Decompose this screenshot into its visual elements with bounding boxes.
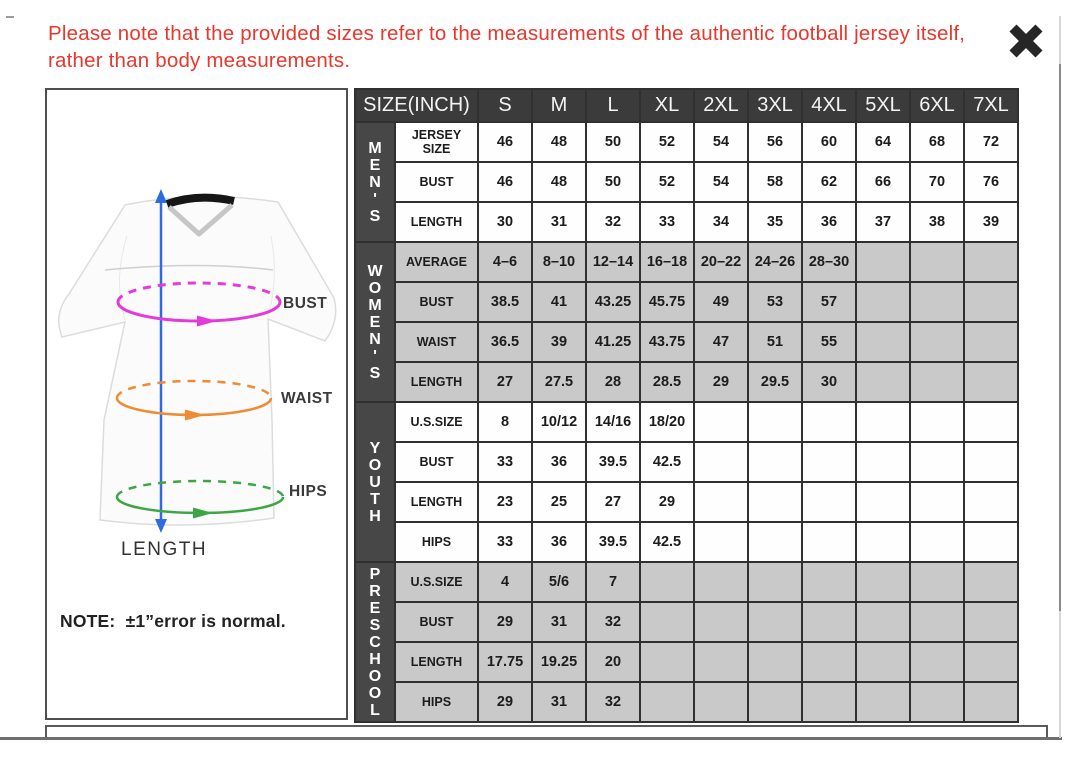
size-value-cell [748,482,802,522]
size-value-cell: 14/16 [586,402,640,442]
size-value-cell [910,282,964,322]
size-value-cell [910,362,964,402]
size-value-cell [694,482,748,522]
size-value-cell [964,282,1018,322]
table-row [355,602,1018,642]
size-value-cell: 46 [478,122,532,162]
size-value-cell: 36 [532,522,586,562]
section-label: P R E S C H O O L [355,562,395,722]
table-row [355,562,1018,602]
size-value-cell [964,482,1018,522]
size-value-cell: 17.75 [478,642,532,682]
size-value-cell: 20–22 [694,242,748,282]
size-value-cell [856,682,910,722]
size-value-cell: 70 [910,162,964,202]
size-value-cell [694,402,748,442]
size-value-cell [910,322,964,362]
size-value-cell [856,602,910,642]
size-value-cell [748,642,802,682]
size-value-cell: 31 [532,682,586,722]
size-value-cell [694,562,748,602]
size-value-cell: 18/20 [640,402,694,442]
length-label: LENGTH [121,539,208,560]
size-value-cell: 76 [964,162,1018,202]
size-value-cell: 56 [748,122,802,162]
table-row [355,642,1018,682]
size-value-cell [802,482,856,522]
size-value-cell [964,642,1018,682]
size-value-cell: 7 [586,562,640,602]
size-column-header: 5XL [856,89,910,122]
size-value-cell [802,642,856,682]
size-value-cell [694,682,748,722]
row-label: BUST [395,602,478,642]
size-value-cell: 32 [586,682,640,722]
size-value-cell: 48 [532,122,586,162]
size-value-cell [856,402,910,442]
size-value-cell [802,402,856,442]
size-value-cell [964,322,1018,362]
section-label: M E N ' S [355,122,395,242]
size-value-cell: 23 [478,482,532,522]
size-value-cell: 42.5 [640,522,694,562]
size-value-cell [856,362,910,402]
row-label: LENGTH [395,362,478,402]
size-value-cell: 36 [802,202,856,242]
size-value-cell: 39.5 [586,522,640,562]
size-value-cell: 29.5 [748,362,802,402]
size-value-cell [748,522,802,562]
size-value-cell: 5/6 [532,562,586,602]
tolerance-note: NOTE: ±1”error is normal. [60,611,286,631]
size-value-cell: 33 [478,442,532,482]
size-value-cell: 33 [478,522,532,562]
size-value-cell: 27 [478,362,532,402]
row-label: JERSEY SIZE [395,122,478,162]
jersey-outline [59,197,336,525]
table-row [355,282,1018,322]
table-row [355,482,1018,522]
size-value-cell: 50 [586,122,640,162]
size-value-cell [694,442,748,482]
size-value-cell: 41.25 [586,322,640,362]
table-row [355,522,1018,562]
measurement-diagram-panel [45,88,348,720]
size-value-cell: 19.25 [532,642,586,682]
size-value-cell: 8–10 [532,242,586,282]
table-row [355,362,1018,402]
size-value-cell [856,482,910,522]
size-value-cell: 8 [478,402,532,442]
size-value-cell: 64 [856,122,910,162]
row-label: AVERAGE [395,242,478,282]
size-value-cell [802,442,856,482]
size-value-cell [964,602,1018,642]
size-column-header: S [478,89,532,122]
size-value-cell: 53 [748,282,802,322]
size-value-cell: 39 [532,322,586,362]
size-value-cell: 43.75 [640,322,694,362]
size-value-cell [640,562,694,602]
size-value-cell: 4 [478,562,532,602]
close-icon [1003,18,1049,64]
table-corner-header: SIZE(INCH) [355,89,478,122]
scrollbar-thumb[interactable] [1059,64,1061,611]
length-arrowhead-bottom [155,519,167,533]
size-value-cell: 16–18 [640,242,694,282]
size-value-cell [856,522,910,562]
size-value-cell: 55 [802,322,856,362]
size-value-cell [856,282,910,322]
size-value-cell [910,562,964,602]
size-value-cell: 35 [748,202,802,242]
size-value-cell: 32 [586,202,640,242]
size-value-cell: 50 [586,162,640,202]
size-value-cell [856,562,910,602]
size-value-cell [910,242,964,282]
table-row [355,202,1018,242]
size-value-cell: 49 [694,282,748,322]
size-value-cell: 29 [640,482,694,522]
size-value-cell [856,322,910,362]
size-value-cell: 28–30 [802,242,856,282]
horizontal-divider [0,737,1062,740]
size-value-cell: 30 [802,362,856,402]
size-value-cell: 45.75 [640,282,694,322]
size-value-cell: 30 [478,202,532,242]
table-row [355,322,1018,362]
row-label: LENGTH [395,482,478,522]
size-value-cell: 38 [910,202,964,242]
size-notice-text: Please note that the provided sizes refer to the measurements of the authentic football jersey itself, rather than body measurements. [48,22,966,72]
size-value-cell [910,682,964,722]
size-value-cell: 46 [478,162,532,202]
row-label: BUST [395,282,478,322]
size-value-cell: 25 [532,482,586,522]
section-label: W O M E N ' S [355,242,395,402]
size-value-cell: 24–26 [748,242,802,282]
size-value-cell [964,242,1018,282]
size-value-cell [802,562,856,602]
corner-artifact [6,16,14,18]
size-table [354,88,1019,723]
size-value-cell [856,242,910,282]
table-row [355,122,1018,162]
table-row [355,162,1018,202]
size-value-cell [964,522,1018,562]
size-value-cell [964,402,1018,442]
size-value-cell [910,402,964,442]
row-label: HIPS [395,682,478,722]
size-value-cell: 58 [748,162,802,202]
hips-label: HIPS [289,483,328,500]
size-value-cell: 36.5 [478,322,532,362]
size-value-cell: 54 [694,122,748,162]
size-value-cell: 52 [640,122,694,162]
waist-label: WAIST [281,390,333,407]
bust-label: BUST [283,295,328,312]
size-value-cell [748,402,802,442]
row-label: HIPS [395,522,478,562]
row-label: U.S.SIZE [395,562,478,602]
size-value-cell: 60 [802,122,856,162]
row-label: BUST [395,442,478,482]
size-value-cell [694,602,748,642]
size-value-cell: 34 [694,202,748,242]
size-value-cell: 68 [910,122,964,162]
size-value-cell: 31 [532,202,586,242]
size-value-cell: 72 [964,122,1018,162]
size-value-cell: 29 [694,362,748,402]
size-value-cell [964,562,1018,602]
size-value-cell: 31 [532,602,586,642]
size-value-cell: 28.5 [640,362,694,402]
size-value-cell: 27.5 [532,362,586,402]
row-label: LENGTH [395,202,478,242]
row-label: U.S.SIZE [395,402,478,442]
size-column-header: 6XL [910,89,964,122]
table-row [355,402,1018,442]
size-column-header: M [532,89,586,122]
size-value-cell [910,522,964,562]
size-value-cell: 51 [748,322,802,362]
size-value-cell [694,642,748,682]
size-value-cell [640,602,694,642]
size-value-cell: 12–14 [586,242,640,282]
size-value-cell [964,442,1018,482]
size-value-cell [640,642,694,682]
size-value-cell [802,602,856,642]
lower-panel-edge [45,725,1048,737]
size-value-cell: 20 [586,642,640,682]
size-value-cell: 52 [640,162,694,202]
size-value-cell: 62 [802,162,856,202]
size-value-cell: 38.5 [478,282,532,322]
size-value-cell: 42.5 [640,442,694,482]
size-value-cell: 29 [478,602,532,642]
size-value-cell: 57 [802,282,856,322]
size-value-cell [910,442,964,482]
close-button[interactable] [1003,18,1049,64]
table-row [355,442,1018,482]
size-value-cell [856,442,910,482]
size-value-cell [856,642,910,682]
size-value-cell: 48 [532,162,586,202]
size-value-cell [694,522,748,562]
row-label: WAIST [395,322,478,362]
size-value-cell [910,642,964,682]
size-value-cell: 10/12 [532,402,586,442]
size-value-cell: 41 [532,282,586,322]
size-column-header: 2XL [694,89,748,122]
size-value-cell [748,442,802,482]
size-value-cell [640,682,694,722]
size-column-header: 7XL [964,89,1018,122]
size-value-cell [910,602,964,642]
size-value-cell: 54 [694,162,748,202]
size-value-cell: 27 [586,482,640,522]
table-row [355,682,1018,722]
size-value-cell [802,522,856,562]
size-value-cell: 28 [586,362,640,402]
table-row [355,242,1018,282]
size-column-header: XL [640,89,694,122]
row-label: LENGTH [395,642,478,682]
size-value-cell: 47 [694,322,748,362]
size-value-cell: 4–6 [478,242,532,282]
size-column-header: L [586,89,640,122]
size-table-body [355,89,1018,722]
size-value-cell: 36 [532,442,586,482]
size-value-cell: 37 [856,202,910,242]
size-value-cell: 66 [856,162,910,202]
size-column-header: 4XL [802,89,856,122]
section-label: Y O U T H [355,402,395,562]
size-value-cell: 32 [586,602,640,642]
row-label: BUST [395,162,478,202]
size-value-cell [802,682,856,722]
size-value-cell [748,562,802,602]
size-value-cell: 33 [640,202,694,242]
size-value-cell: 29 [478,682,532,722]
size-value-cell [910,482,964,522]
size-value-cell [748,602,802,642]
size-value-cell: 43.25 [586,282,640,322]
size-value-cell [964,362,1018,402]
size-value-cell [964,682,1018,722]
length-arrowhead-top [155,189,167,203]
size-value-cell: 39 [964,202,1018,242]
size-column-header: 3XL [748,89,802,122]
size-value-cell [748,682,802,722]
size-value-cell: 39.5 [586,442,640,482]
